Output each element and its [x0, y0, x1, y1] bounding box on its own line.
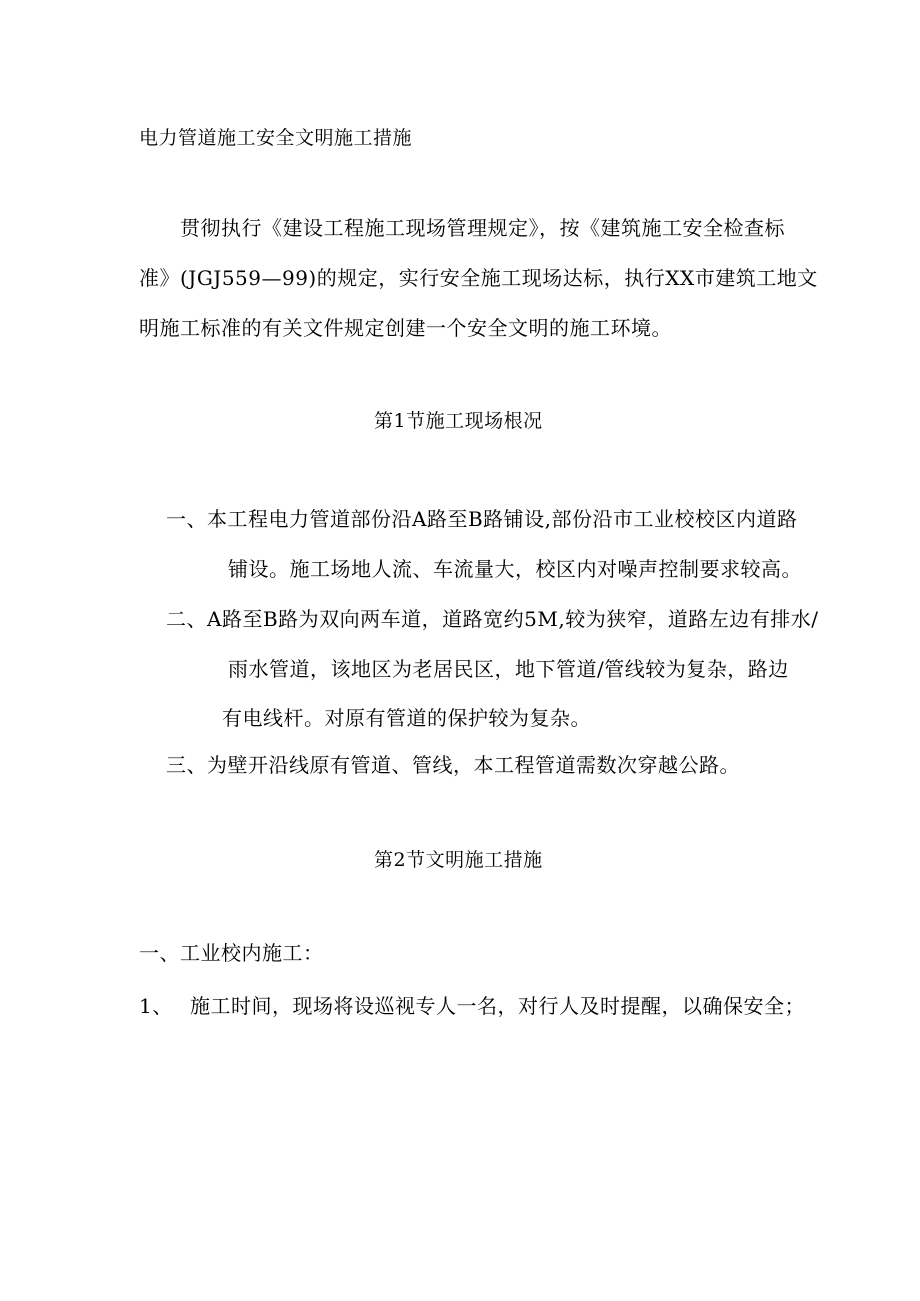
section-1-heading: 第1节施工现场根况 [374, 410, 543, 432]
section-1-item-1-line-1: 一、本工程电力管道部份沿A路至B路铺设,部份沿市工业校校区内道路 [166, 507, 798, 531]
section-1-item-1-line-2: 铺设。施工场地人流、车流量大，校区内对噪声控制要求较高。 [228, 557, 802, 581]
section-1-item-3-line-1: 三、为壁开沿线原有管道、管线，本工程管道需数次穿越公路。 [166, 753, 740, 777]
intro-line-1: 贯彻执行《建设工程施工现场管理规定》，按《建筑施工安全检查标 [180, 216, 785, 240]
document-title: 电力管道施工安全文明施工措施 [139, 127, 413, 149]
step-1-number: 1、 [139, 994, 173, 1018]
section-2-heading: 第2节文明施工措施 [374, 849, 543, 871]
section-2-subheading: 一、工业校内施工： [139, 941, 324, 965]
step-1-text: 施工时间，现场将设巡视专人一名，对行人及时提醒，以确保安全； [190, 994, 805, 1018]
intro-line-2: 准》(JGJ559—99)的规定，实行安全施工现场达标，执行XX市建筑工地文 [139, 266, 818, 290]
section-1-item-2-line-3: 有电线杆。对原有管道的保护较为复杂。 [222, 706, 591, 730]
section-1-item-2-line-2: 雨水管道，该地区为老居民区，地下管道/管线较为复杂，路边 [228, 657, 789, 681]
section-1-item-2-line-1: 二、A路至B路为双向两车道，道路宽约5M,较为狭窄，道路左边有排水/ [166, 607, 819, 631]
intro-line-3: 明施工标准的有关文件规定创建一个安全文明的施工环境。 [139, 316, 672, 340]
